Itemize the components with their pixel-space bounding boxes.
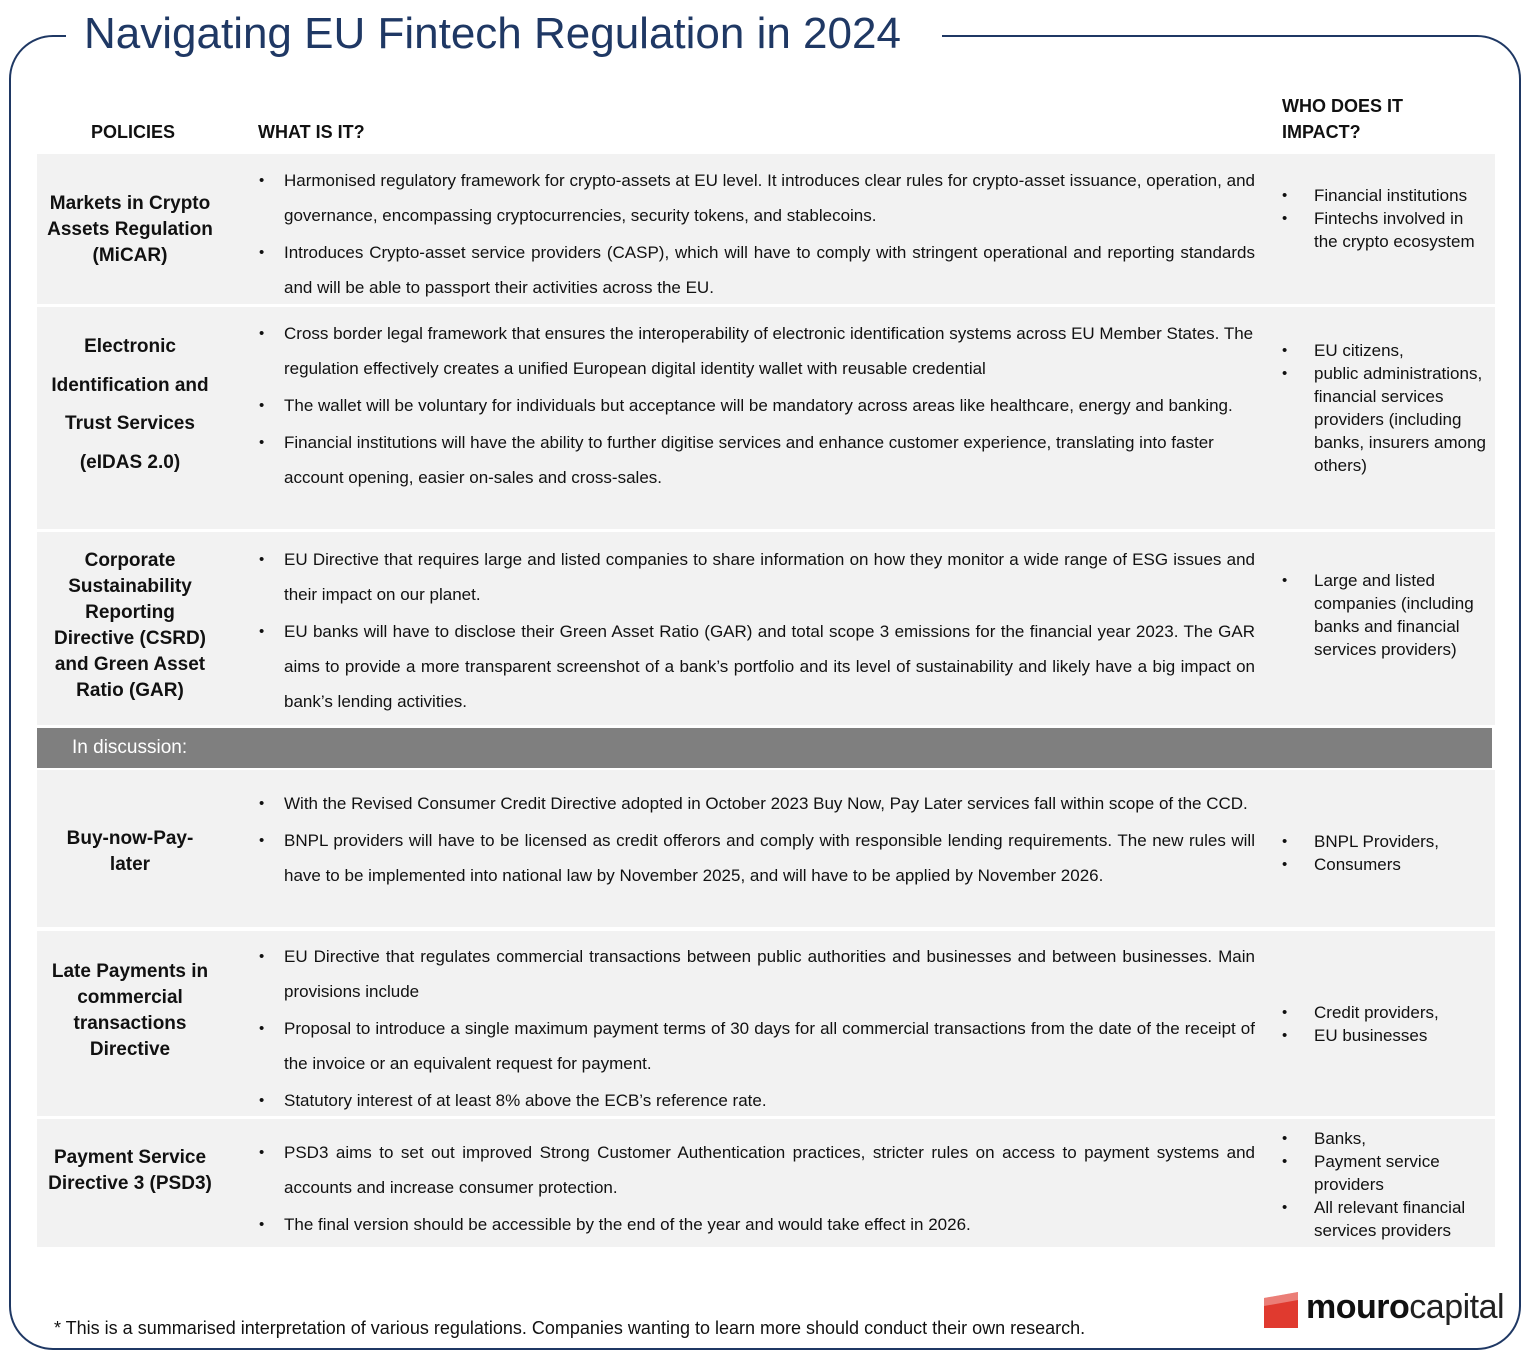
header-policies: POLICIES — [91, 122, 176, 142]
description-bullet: • BNPL providers will have to be licensed as credit offerors and comply with responsible lending requirements. The new rules will have to be implemented into national law by November 2025, and will have to be applied by November 2026. — [257, 823, 1255, 893]
impact-list — [1282, 569, 1487, 661]
impact-list — [1282, 830, 1487, 876]
policy-name: Late Payments in commercial transactions Directive — [51, 961, 209, 1060]
description-bullet: • Proposal to introduce a single maximum payment terms of 30 days for all commercial transactions from the date of the receipt of the invoice or an equivalent request for payment. — [257, 1011, 1255, 1081]
impact-item: • All relevant financial services providers — [1282, 1196, 1487, 1242]
policy-name: Buy-now-Pay-later — [66, 828, 194, 875]
policy-row-late-payments — [37, 931, 1495, 1116]
description-bullet: • Introduces Crypto-asset service providers (CASP), which will have to comply with stringent operational and reporting standards and will be able to passport their activities across the EU. — [257, 235, 1255, 305]
description-bullet: • PSD3 aims to set out improved Strong Customer Authentication practices, stricter rules on access to payment systems and accounts and increase consumer protection. — [257, 1135, 1255, 1205]
disclaimer-footnote: * This is a summarised interpretation of various regulations. Companies wanting to learn more should conduct their own research. — [54, 1318, 1086, 1338]
description-bullet: • Financial institutions will have the ability to further digitise services and enhance customer experience, translating into faster account opening, easier on-sales and cross-sales. — [257, 425, 1255, 495]
description-bullet: • The final version should be accessible by the end of the year and would take effect in 2026. — [257, 1207, 1255, 1242]
logo-wordmark — [1306, 1286, 1504, 1328]
impact-item: • Payment service providers — [1282, 1150, 1487, 1196]
in-discussion-banner: In discussion: — [37, 728, 1492, 768]
logo-word-capital: capital — [1409, 1288, 1505, 1326]
policy-row-eidas — [37, 307, 1495, 529]
impact-item: • Banks, — [1282, 1127, 1487, 1150]
description-bullet: • The wallet will be voluntary for individuals but acceptance will be mandatory across areas like healthcare, energy and banking. — [257, 388, 1255, 423]
impact-item: • Financial institutions — [1282, 184, 1487, 207]
policy-description — [257, 939, 1255, 1120]
impact-item: • Fintechs involved in the crypto ecosystem — [1282, 207, 1487, 253]
impact-item: • EU citizens, — [1282, 339, 1487, 362]
policy-row-micar — [37, 154, 1495, 304]
impact-item: • Consumers — [1282, 853, 1487, 876]
description-bullet: • With the Revised Consumer Credit Directive adopted in October 2023 Buy Now, Pay Later services fall within scope of the CCD. — [257, 786, 1255, 821]
header-who-impact: WHO DOES IT IMPACT? — [1282, 96, 1403, 142]
impact-list — [1282, 184, 1487, 253]
policy-row-csrd — [37, 532, 1495, 725]
mouro-logo-mark-icon — [1264, 1292, 1298, 1328]
description-bullet: • EU Directive that regulates commercial transactions between public authorities and businesses and between businesses. Main provisions include — [257, 939, 1255, 1009]
description-bullet: • EU banks will have to disclose their Green Asset Ratio (GAR) and total scope 3 emissions for the financial year 2023. The GAR aims to provide a more transparent screenshot of a bank’s portfolio and its level of sustainability and likely have a big impact on bank’s lending activities. — [257, 614, 1255, 719]
impact-list — [1282, 1001, 1487, 1047]
impact-list — [1282, 339, 1487, 477]
description-bullet: • Statutory interest of at least 8% above the ECB’s reference rate. — [257, 1083, 1255, 1118]
policy-row-psd3 — [37, 1119, 1495, 1247]
description-bullet: • Cross border legal framework that ensures the interoperability of electronic identification systems across EU Member States. The regulation effectively creates a unified European digital identity wallet with reusable credential — [257, 316, 1255, 386]
logo-word-mouro: mouro — [1306, 1288, 1410, 1326]
policy-description — [257, 1135, 1255, 1244]
policy-description — [257, 163, 1255, 307]
impact-item: • Credit providers, — [1282, 1001, 1487, 1024]
policy-description — [257, 542, 1255, 721]
policy-row-bnpl — [37, 770, 1495, 927]
impact-item: • public administrations, financial services providers (including banks, insurers among others) — [1282, 362, 1487, 477]
description-bullet: • EU Directive that requires large and listed companies to share information on how they monitor a wide range of ESG issues and their impact on our planet. — [257, 542, 1255, 612]
impact-item: • Large and listed companies (including banks and financial services providers) — [1282, 569, 1487, 661]
impact-item: • EU businesses — [1282, 1024, 1487, 1047]
impact-list — [1282, 1127, 1487, 1242]
policy-description — [257, 316, 1255, 497]
impact-item: • BNPL Providers, — [1282, 830, 1487, 853]
header-what-is-it: WHAT IS IT? — [258, 122, 365, 142]
policy-name: Markets in Crypto Assets Regulation (MiCAR) — [47, 193, 213, 266]
policy-name: Electronic Identification and Trust Services (eIDAS 2.0) — [51, 336, 209, 473]
policy-name: Corporate Sustainability Reporting Directive (CSRD) and Green Asset Ratio (GAR) — [53, 550, 207, 701]
page-title: Navigating EU Fintech Regulation in 2024 — [84, 9, 901, 58]
policy-name: Payment Service Directive 3 (PSD3) — [48, 1147, 212, 1194]
policy-description — [257, 786, 1255, 895]
description-bullet: • Harmonised regulatory framework for crypto-assets at EU level. It introduces clear rules for crypto-asset issuance, operation, and governance, encompassing cryptocurrencies, security tokens, and stablecoins. — [257, 163, 1255, 233]
